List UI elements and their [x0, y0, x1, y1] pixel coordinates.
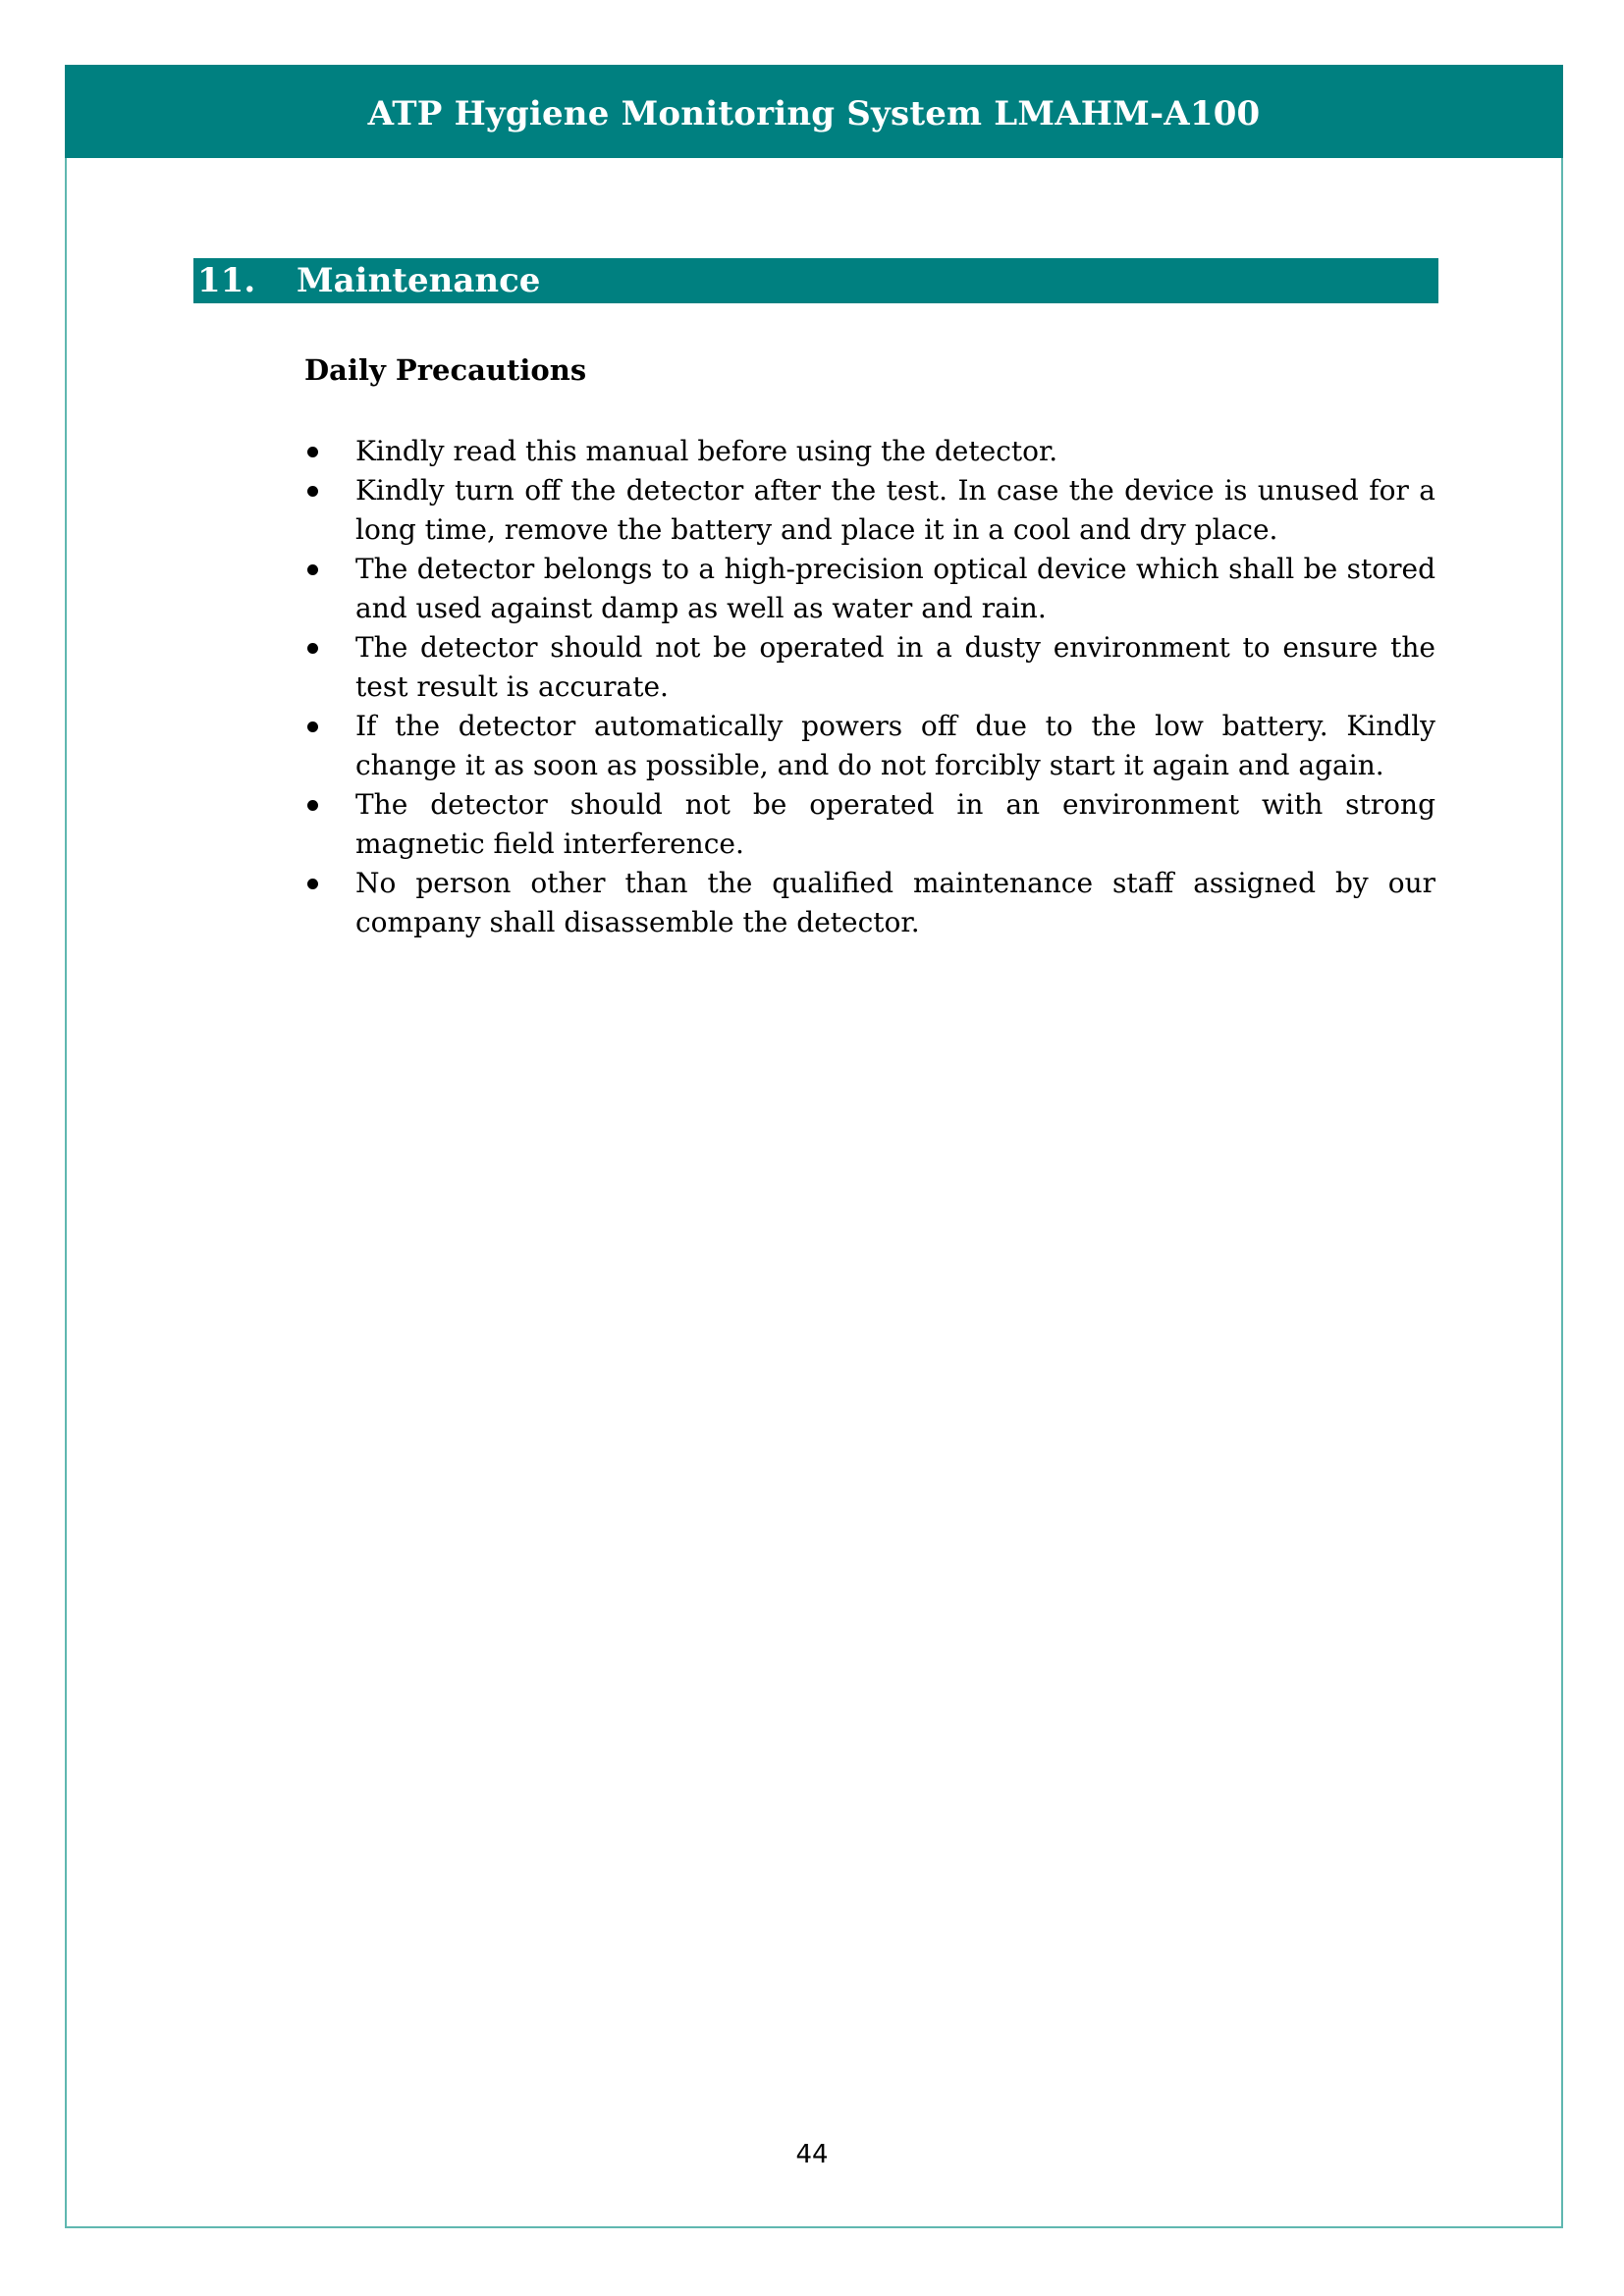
bullet-icon — [307, 447, 318, 457]
bullet-icon — [307, 800, 318, 811]
list-item — [304, 864, 1435, 942]
page-frame — [65, 65, 1563, 2228]
list-item-text: If the detector automatically powers off due to the low battery. Kindly change it as soon as possible, and do not forcibly start it again and again. — [355, 710, 1435, 781]
list-item — [304, 550, 1435, 628]
document-title: ATP Hygiene Monitoring System LMAHM-A100 — [367, 93, 1261, 133]
list-item — [304, 432, 1435, 471]
precautions-list — [304, 432, 1435, 942]
list-item — [304, 628, 1435, 707]
subheading-daily-precautions: Daily Precautions — [304, 353, 587, 387]
list-item-text: No person other than the qualified maintenance staff assigned by our company shall disassemble the detector. — [355, 867, 1435, 938]
header-band — [65, 65, 1563, 158]
list-item-text: Kindly read this manual before using the detector. — [355, 435, 1058, 467]
list-item-text: The detector belongs to a high-precision optical device which shall be stored and used against damp as well as water and rain. — [355, 553, 1435, 624]
bullet-icon — [307, 564, 318, 575]
list-item — [304, 707, 1435, 785]
bullet-icon — [307, 486, 318, 497]
bullet-icon — [307, 879, 318, 889]
page-number: 44 — [795, 2140, 829, 2169]
list-item-text: The detector should not be operated in a dusty environment to ensure the test result is accurate. — [355, 631, 1435, 703]
bullet-icon — [307, 643, 318, 654]
section-heading — [193, 258, 1438, 303]
list-item-text: Kindly turn off the detector after the test. In case the device is unused for a long time, remove the battery and place it in a cool and dry place. — [355, 474, 1435, 546]
section-number: 11. — [197, 261, 256, 300]
bullet-icon — [307, 721, 318, 732]
list-item — [304, 471, 1435, 550]
list-item — [304, 785, 1435, 864]
section-title: Maintenance — [297, 261, 541, 300]
list-item-text: The detector should not be operated in an environment with strong magnetic field interference. — [355, 788, 1435, 860]
